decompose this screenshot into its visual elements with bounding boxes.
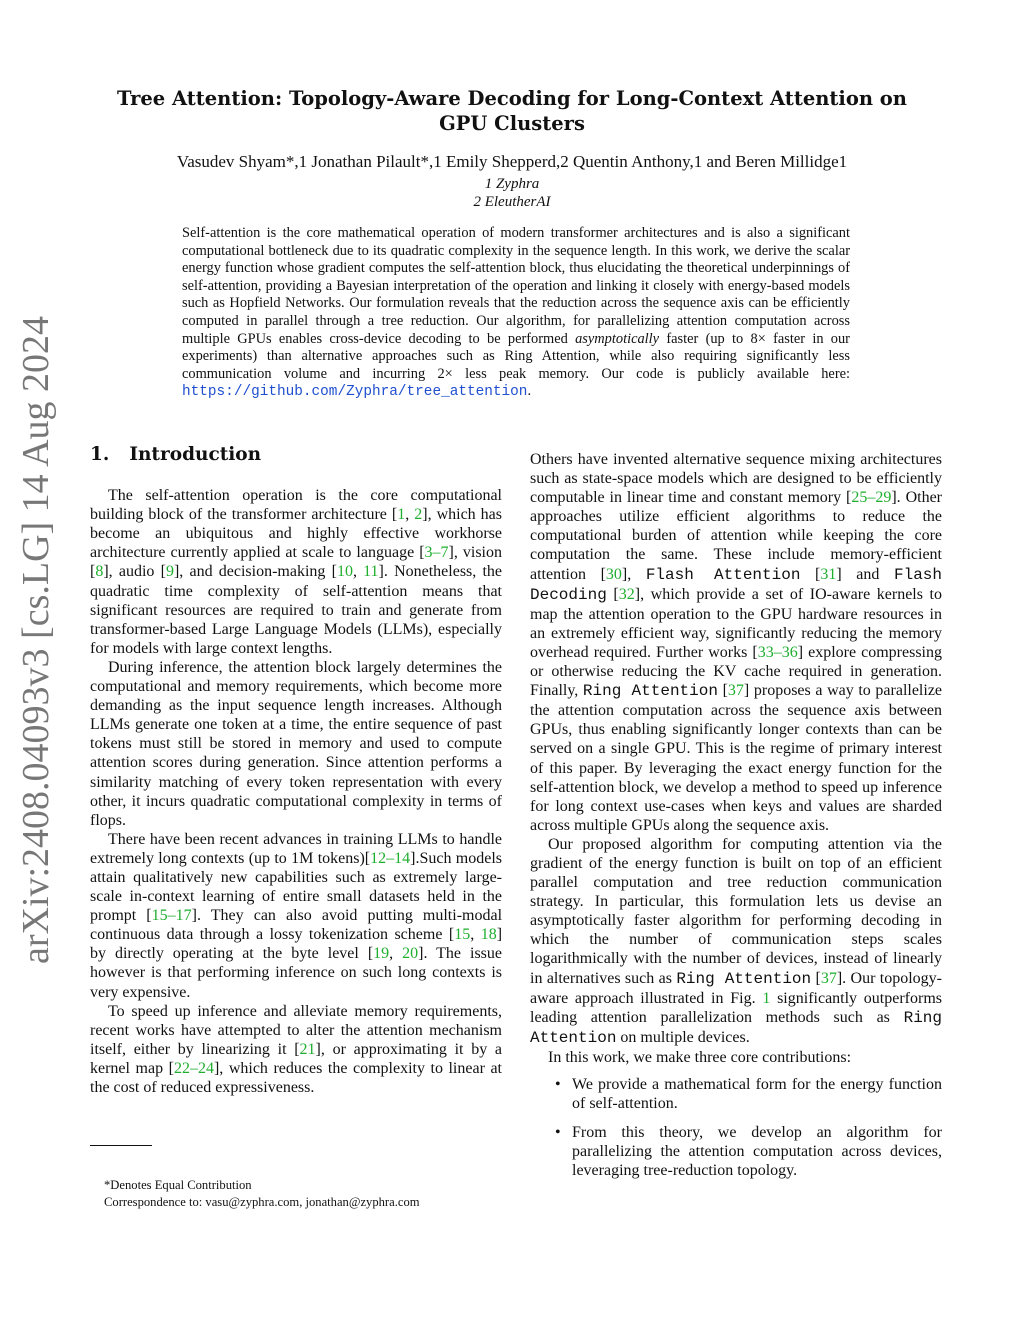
paragraph-text: ], which has become an ubiquitous and highly effective workhorse architecture currently applied at scale to language [ (90, 506, 503, 562)
citation-link[interactable]: 19 (373, 945, 390, 963)
footnotes (104, 1177, 524, 1211)
abstract: Self-attention is the core mathematical operation of modern transformer architectures and is also a significant computational bottleneck due to its quadratic complexity in the sequence length. In this work, we derive the scalar energy function whose gradient computes the self-attention block, thus elucidating the theoretical underpinnings of self-attention, providing a Bayesian interpretation of the operation and linking it closely with energy-based models such as Hopfield Networks. Our formulation reveals that the reduction across the sequence axis can be efficiently computed in parallel through a tree reduction. Our algorithm, for parallelizing attention computation across multiple GPUs enables cross-device decoding to be performed asymptotically faster (up to 8× faster in our experiments) than alternative approaches such as Ring Attention, while also requiring significantly less communication volume and incurring 2× less peak memory. Our code is publicly available here: https://github.com/Zyphra/tree_attention. (182, 225, 850, 401)
paragraph-text: During inference, the attention block largely determines the computational and memory requirements, which become more demanding as the input sequence length increases. Although LLMs generate one token at a time, the entire sequence of past tokens must still be stored in memory and used to compute attention scores during generation. Since attention performs a similarity matching of every token representation with every other, it incurs quadratic computational complexity in terms of flops. (90, 658, 502, 829)
footnote-rule (90, 1145, 152, 1146)
paragraph-text: To speed up inference and alleviate memory requirements, recent works have attempted to alter the attention mechanism itself, either by linearizing it [ (90, 1002, 502, 1058)
code-term: Flash Decoding (530, 565, 943, 604)
paper-title: Tree Attention: Topology-Aware Decoding for Long-Context Attention on GPU Clusters (117, 87, 907, 135)
contributions-list (530, 1075, 942, 1180)
paragraph-text: There have been recent advances in training LLMs to handle extremely long contexts (up to 1M tokens)[ (90, 830, 502, 867)
code-term: Flash Attention (645, 565, 801, 584)
paragraph-text: ], vision [ (90, 544, 502, 581)
paragraph-text: ], which provide a set of IO-aware kernels to map the attention operation to the GPU hardware resources in an extremely efficient way, significantly reducing the memory overhead required. Further works [ (530, 585, 942, 661)
paragraph-text: ]. Nonetheless, the quadratic time complexity of self-attention means that significant resources are required to train and generate from transformer-based Large Language Models (LLMs), especially for models with large context lengths. (90, 563, 503, 657)
citation-link[interactable]: 20 (402, 945, 419, 963)
paragraph-text: Our proposed algorithm for computing attention via the gradient of the energy function is built on top of an efficient parallel computation and tree reduction communication strategy. In particular, this formulation lets us devise an asymptotically faster algorithm for performing decoding in which the number of communication steps scales logarithmically with the number of devices, instead of linearly in alternatives such as (530, 835, 942, 987)
paragraph (90, 830, 502, 1002)
paragraph-text: , (470, 926, 481, 944)
paragraph-text: , (405, 506, 415, 524)
list-item: • From this theory, we develop an algorithm for parallelizing the attention computation across devices, leveraging tree-reduction topology. (552, 1123, 942, 1180)
arxiv-stamp-text: arXiv:2408.04093v3 [cs.LG] 14 Aug 2024 (15, 315, 57, 965)
equal-contribution-note: *Denotes Equal Contribution (104, 1178, 252, 1192)
citation-link[interactable]: 22–24 (173, 1059, 214, 1077)
paragraph-text: ], and decision-making [ (173, 563, 337, 581)
abstract-emphasis: asymptotically (575, 330, 660, 347)
citation-link[interactable]: 25–29 (851, 489, 892, 507)
citation-link[interactable]: 8 (95, 563, 104, 581)
correspondence-note: Correspondence to: vasu@zyphra.com, jonathan@zyphra.com (104, 1195, 420, 1209)
paragraph-text: on multiple devices. (616, 1028, 750, 1046)
paragraph (90, 486, 502, 658)
paragraph-text: , (389, 945, 403, 963)
paragraph-text: ], which reduces the complexity to linear at the cost of reduced expressiveness. (90, 1059, 503, 1096)
paragraph (530, 835, 942, 1048)
arxiv-identifier (6, 315, 66, 965)
paragraph-text: ]. Our topology-aware approach illustrated in Fig. (530, 969, 942, 1007)
citation-link[interactable]: 37 (727, 682, 744, 700)
citation-link[interactable]: 18 (480, 926, 497, 944)
paragraph (530, 450, 942, 835)
paragraph-text: ] explore compressing or otherwise reducing the KV cache required in generation. Finally, (530, 643, 942, 700)
citation-link[interactable]: 15 (454, 926, 471, 944)
citation-link[interactable]: 11 (363, 563, 379, 581)
citation-link[interactable]: 30 (605, 565, 622, 583)
paragraph-text: ].Such models attain qualitatively new capabilities such as extremely large-scale in-context learning of entire small datasets held in the prompt [ (90, 849, 502, 925)
citation-link[interactable]: 32 (618, 585, 635, 603)
paragraph-text: ], audio [ (103, 563, 166, 581)
citation-link[interactable]: 9 (165, 563, 174, 581)
paragraph-text: ] by directly operating at the byte level [ (90, 926, 503, 963)
abstract-text-continued: faster (up to 8× faster in our experiments) than alternative approaches such as Ring Attention, while also requiring significantly less communication volume and incurring 2× less peak memory. Our code is publicly available here: (182, 330, 850, 382)
paragraph-text: ], (621, 565, 646, 583)
citation-link[interactable]: 10 (336, 563, 353, 581)
affiliation-eleutherai: 2 EleutherAI (473, 194, 551, 210)
citation-link[interactable]: 33–36 (757, 643, 798, 661)
citation-link[interactable]: 1 (762, 989, 771, 1007)
citation-link[interactable]: 1 (397, 506, 406, 524)
paragraph-text: ] and (836, 565, 894, 583)
citation-link[interactable]: 2 (414, 506, 423, 524)
paragraph-text: ]. Other approaches utilize efficient algorithms to reduce the computational burden of attention while keeping the core computation the same. These include memory-efficient attention [ (530, 489, 943, 583)
code-term: Ring Attention (676, 969, 812, 988)
citation-link[interactable]: 15–17 (151, 907, 192, 925)
citation-link[interactable]: 31 (820, 565, 837, 583)
author-list: Vasudev Shyam*,1 Jonathan Pilault*,1 Emily Shepperd,2 Quentin Anthony,1 and Beren Millidge1 (176, 152, 848, 171)
code-term: Ring Attention (530, 1008, 942, 1047)
paragraph-text: [ (606, 585, 619, 603)
paragraph (90, 1002, 502, 1097)
section-heading (90, 445, 502, 464)
code-term: Ring Attention (582, 682, 718, 701)
abstract-text: Self-attention is the core mathematical operation of modern transformer architectures and is also a significant computational bottleneck due to its quadratic complexity in the sequence length. In this work, we derive the scalar energy function whose gradient computes the self-attention block, thus elucidating the theoretical underpinnings of self-attention, providing a Bayesian interpretation of the operation and linking it closely with energy-based models such as Hopfield Networks. Our formulation reveals that the reduction across the sequence axis can be efficiently computed in parallel through a tree reduction. Our algorithm, for parallelizing attention computation across multiple GPUs enables cross-device decoding to be performed (182, 225, 850, 347)
paragraph-text: ]. They can also avoid putting multi-modal continuous data through a lossy tokenization scheme [ (90, 907, 503, 944)
paragraph-text: [ (717, 682, 728, 700)
citation-link[interactable]: 21 (299, 1040, 316, 1058)
paragraph-text: ]. The issue however is that performing inference on such long contexts is very expensive. (90, 945, 502, 1001)
paragraph-text: In this work, we make three core contributions: (548, 1048, 852, 1066)
code-repo-link[interactable]: https://github.com/Zyphra/tree_attention (182, 384, 528, 401)
paragraph-text: , (352, 563, 364, 581)
paragraph (90, 658, 502, 830)
section-title: Introduction (129, 444, 262, 465)
paragraph-text: Others have invented alternative sequence mixing architectures such as state-space models which are designed to be efficiently computable in linear time and constant memory [ (530, 451, 942, 507)
citation-link[interactable]: 12–14 (370, 849, 411, 867)
paragraph-text: ] proposes a way to parallelize the attention computation across the sequence axis between GPUs, thus enabling significantly longer contexts than can be served on a single GPU. This is the regime of primary interest of this paper. By leveraging the exact energy function for the self-attention block, we develop a method to speed up inference for long context use-cases when keys and values are sharded across multiple GPUs along the sequence axis. (530, 682, 943, 834)
citation-link[interactable]: 3–7 (424, 544, 449, 562)
paragraph-text: The self-attention operation is the core computational building block of the transformer architecture [ (90, 487, 502, 524)
left-column (90, 445, 502, 1097)
right-column (530, 450, 942, 1190)
affiliation-zyphra: 1 Zyphra (484, 176, 540, 192)
paragraph-text: ], or approximating it by a kernel map [ (90, 1040, 503, 1077)
paragraph-text: [ (800, 565, 821, 583)
list-item: • We provide a mathematical form for the energy function of self-attention. (552, 1075, 942, 1113)
section-number: 1. (90, 444, 110, 465)
paragraph-text: [ (811, 969, 821, 987)
paragraph-text: significantly outperforms leading attention parallelization methods such as (530, 989, 943, 1026)
citation-link[interactable]: 37 (820, 969, 837, 987)
paragraph (530, 1048, 942, 1067)
